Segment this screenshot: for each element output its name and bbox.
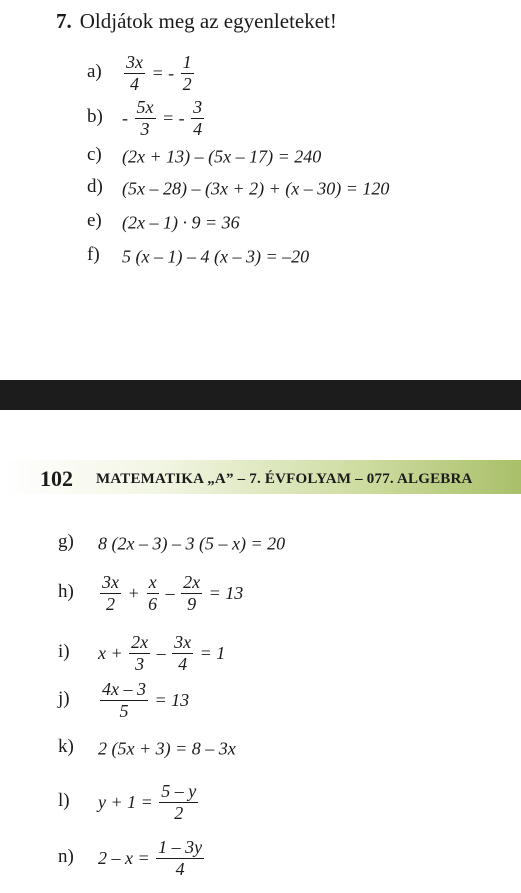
page-number: 102 [40, 466, 73, 491]
equation [98, 573, 243, 614]
fraction [156, 838, 204, 879]
equation [122, 145, 321, 167]
equation-label: g) [58, 531, 74, 552]
fraction-denominator: 3 [140, 118, 150, 139]
fraction-denominator: 2 [106, 593, 115, 614]
equation-text: = - [157, 107, 190, 128]
equation [122, 211, 240, 233]
fraction-denominator: 2 [174, 802, 184, 823]
equation-text: = - [147, 62, 179, 83]
equation-label: h) [58, 581, 74, 602]
equation-text: 2 (5x + 3) = 8 – 3x [98, 738, 236, 759]
equation-label: f) [87, 244, 100, 265]
equation [98, 532, 285, 554]
fraction [129, 633, 150, 674]
fraction-numerator: 4x – 3 [102, 678, 146, 699]
equation-text: = 13 [204, 582, 244, 603]
equation [122, 98, 206, 139]
fraction-numerator: 1 [182, 51, 192, 72]
fraction-denominator: 6 [148, 593, 158, 614]
equation-text: = 1 [195, 642, 226, 663]
fraction-denominator: 5 [119, 700, 129, 721]
equation-text: – [161, 582, 180, 603]
equation [98, 737, 236, 759]
equation-label: a) [87, 61, 102, 82]
fraction [135, 98, 156, 139]
equation-label: i) [58, 641, 70, 662]
fraction-numerator: 2x [183, 571, 201, 592]
fraction [172, 633, 193, 674]
equation-text: + [123, 582, 145, 603]
fraction-numerator: x [148, 571, 157, 592]
task-title [56, 9, 337, 34]
fraction-denominator: 2 [182, 73, 192, 94]
fraction-numerator: 3x [174, 631, 192, 652]
fraction [100, 680, 148, 721]
fraction-denominator: 9 [187, 593, 197, 614]
fraction-denominator: 3 [135, 653, 145, 674]
equation-text: 5 (x – 1) – 4 (x – 3) = –20 [122, 246, 310, 267]
equation-text: y + 1 = [98, 791, 158, 812]
fraction [124, 53, 145, 94]
equation-label: c) [87, 144, 102, 165]
equation [98, 680, 189, 721]
equation [98, 782, 200, 823]
equation-text: x + [98, 642, 128, 663]
equation-text: 2 – x = [98, 847, 155, 868]
fraction [146, 573, 159, 614]
task-number: 7. [56, 9, 72, 33]
equation [98, 633, 225, 674]
fraction [159, 782, 198, 823]
fraction-denominator: 4 [193, 118, 203, 139]
equation-label: e) [87, 210, 102, 231]
fraction-denominator: 4 [178, 653, 188, 674]
equation [122, 245, 309, 267]
equation-label: d) [87, 176, 103, 197]
equation [98, 838, 206, 879]
equation [122, 53, 196, 94]
fraction-denominator: 4 [130, 73, 139, 94]
book-title: MATEMATIKA „A” – 7. ÉVFOLYAM – 077. ALGEBRA [96, 471, 473, 487]
equation-label: k) [58, 736, 74, 757]
fraction-numerator: 2x [131, 631, 149, 652]
equation-label: b) [87, 106, 103, 127]
equation-label: l) [58, 790, 70, 811]
fraction-numerator: 5 – y [161, 780, 197, 801]
equation-text: (2x + 13) – (5x – 17) = 240 [122, 146, 322, 167]
equation-label: j) [58, 688, 70, 709]
equation-text: – [152, 642, 171, 663]
fraction [191, 98, 204, 139]
fraction-numerator: 3x [102, 571, 119, 592]
equation [122, 177, 389, 199]
equation-text: 8 (2x – 3) – 3 (5 – x) = 20 [98, 533, 286, 554]
equation-text: (2x – 1) · 9 = 36 [122, 212, 240, 233]
equation-label: n) [58, 846, 74, 867]
separator-band [0, 380, 521, 410]
fraction [181, 573, 202, 614]
fraction [181, 53, 194, 94]
equation-text: = 13 [150, 689, 190, 710]
fraction-denominator: 4 [175, 858, 185, 879]
fraction-numerator: 1 – 3y [158, 836, 203, 857]
equation-text: - [122, 107, 133, 128]
fraction [100, 573, 121, 614]
fraction-numerator: 3x [126, 51, 143, 72]
equation-text: (5x – 28) – (3x + 2) + (x – 30) = 120 [122, 178, 390, 199]
fraction-numerator: 5x [136, 96, 154, 117]
fraction-numerator: 3 [193, 96, 203, 117]
task-instruction: Oldjátok meg az egyenleteket! [79, 9, 337, 33]
